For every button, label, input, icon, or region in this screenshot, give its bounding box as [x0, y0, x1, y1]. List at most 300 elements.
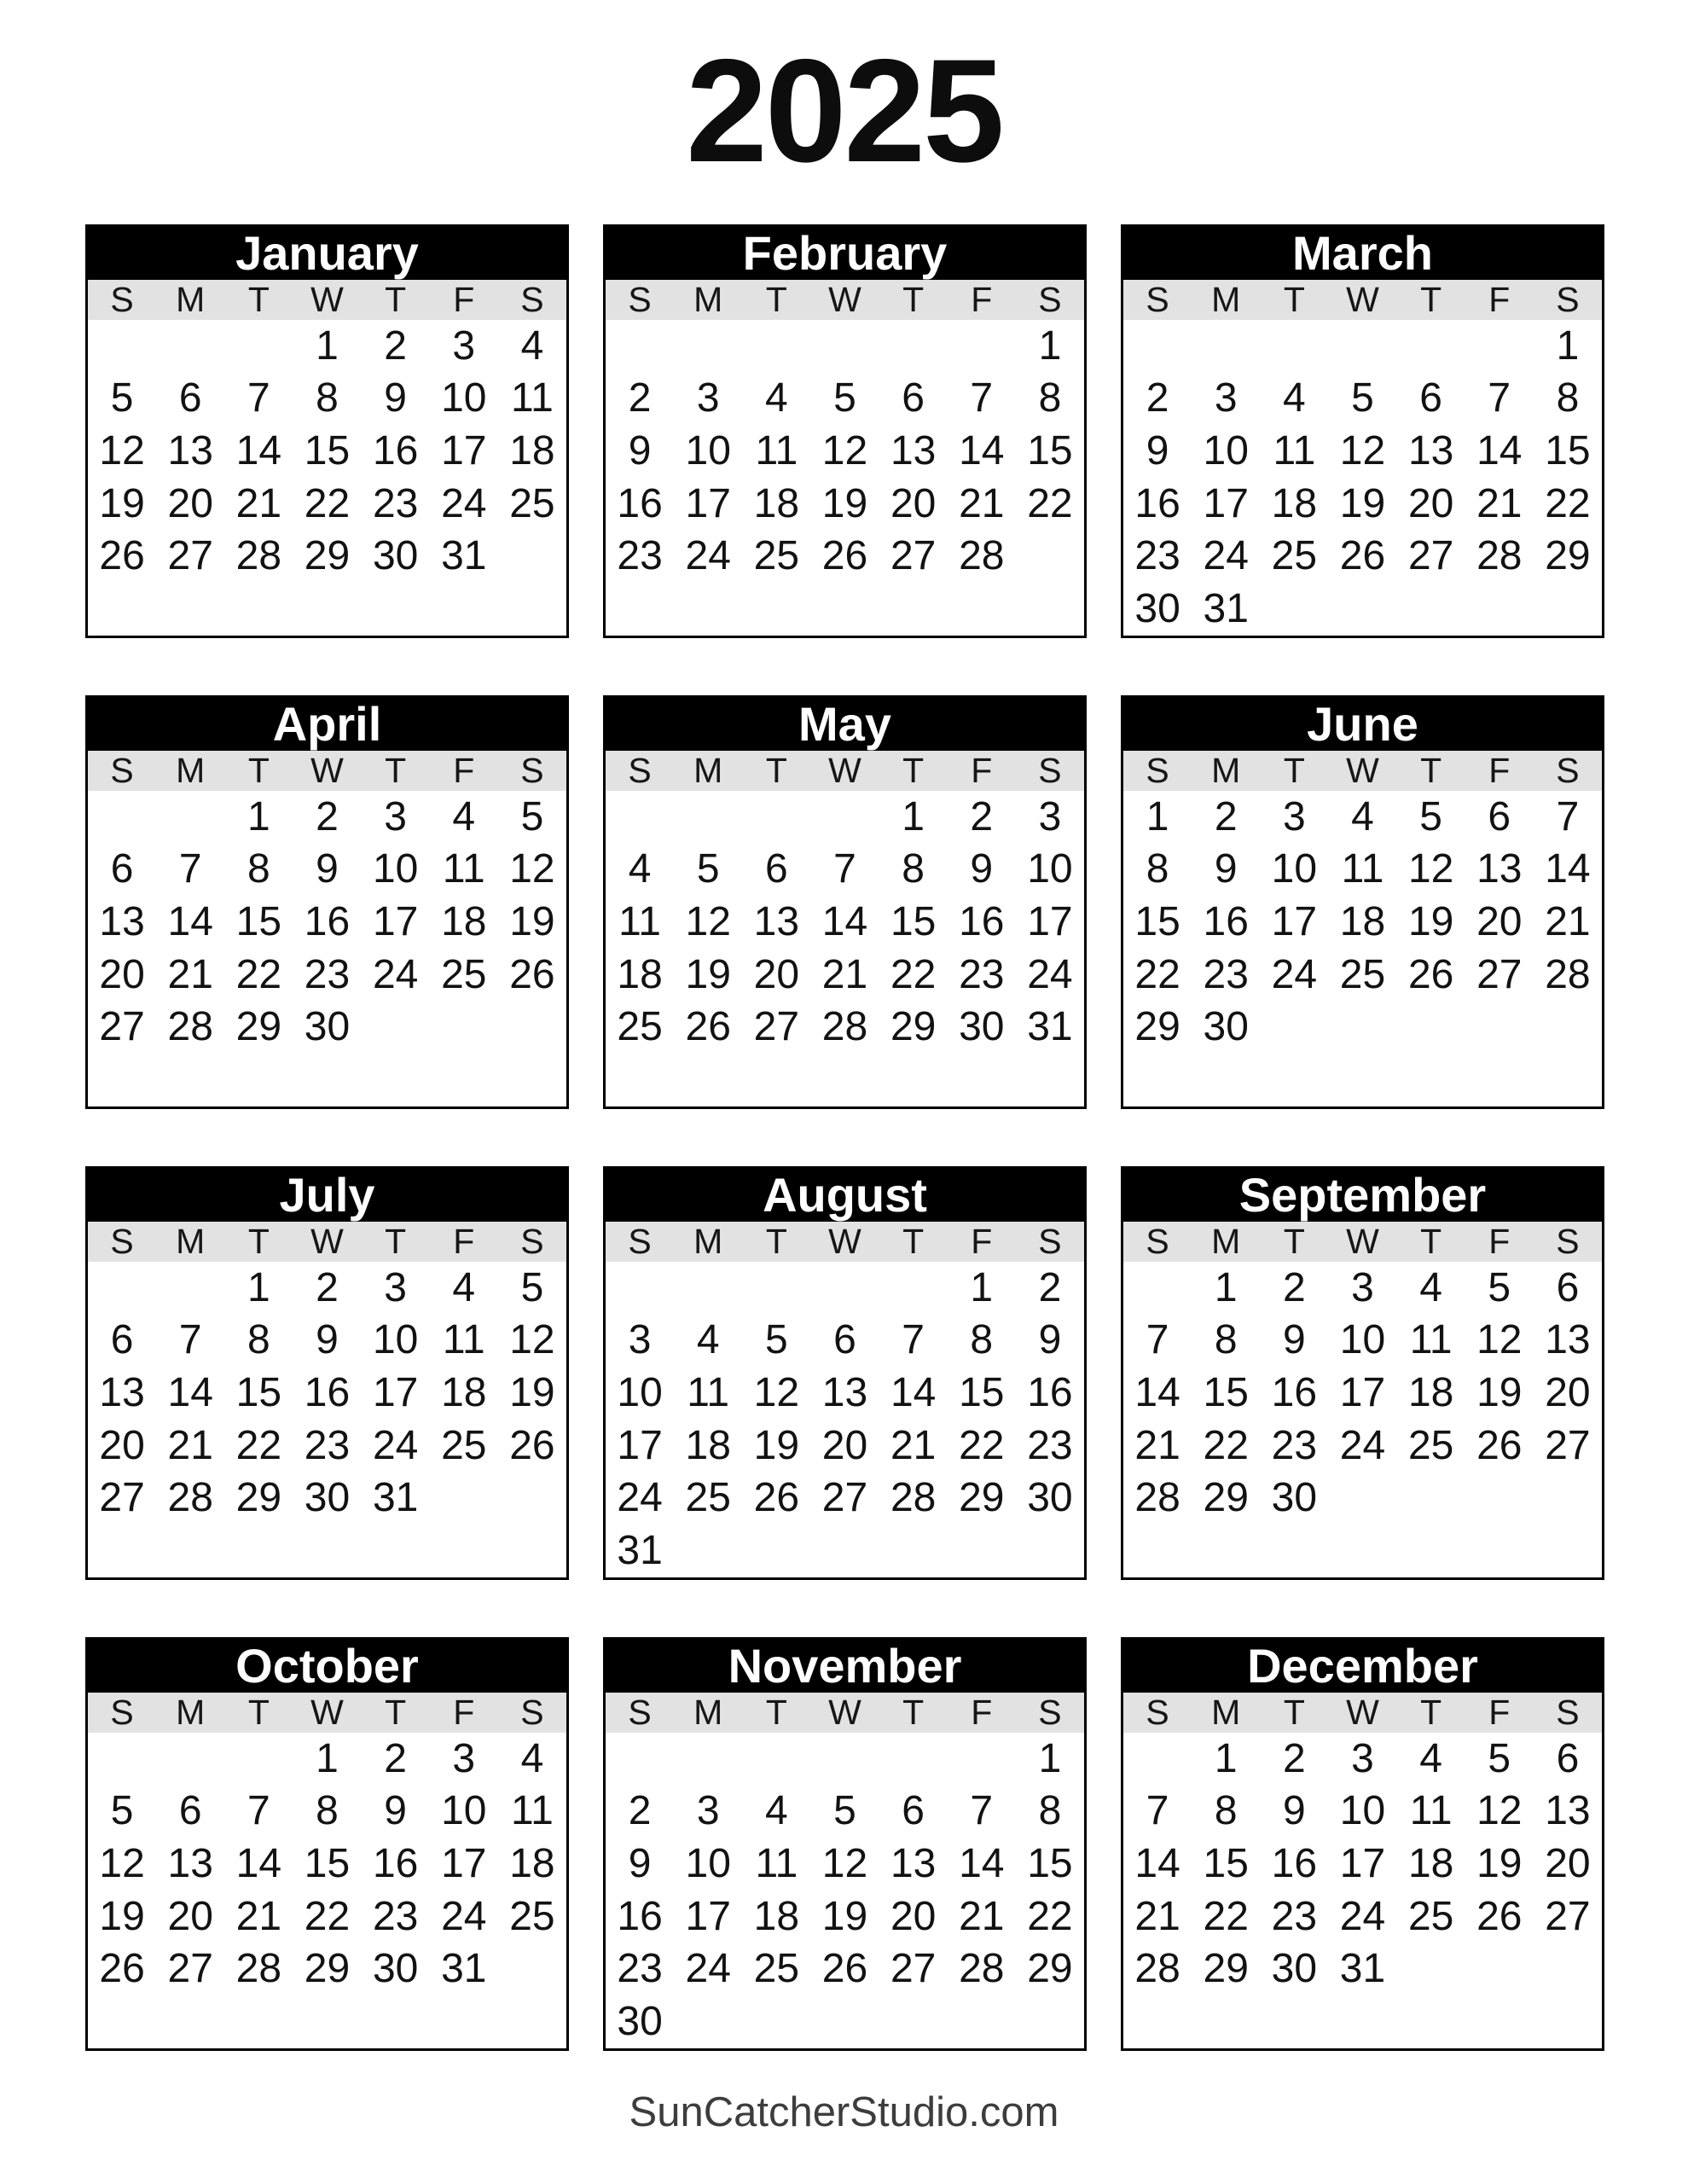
day-of-week-label: F [453, 1222, 475, 1261]
day-cell: 12 [509, 1317, 555, 1363]
day-cell: 23 [372, 480, 419, 526]
day-of-week-label: F [971, 280, 993, 319]
empty-day-cell [1534, 1943, 1602, 1996]
day-cell: 3 [452, 322, 476, 369]
day-header-row [606, 1693, 1084, 1733]
day-cell: 18 [1407, 1841, 1454, 1887]
day-cell: 12 [99, 1841, 145, 1887]
empty-day-cell [810, 791, 879, 844]
day-cell: 1 [1214, 1264, 1238, 1310]
empty-day-cell [742, 1733, 810, 1786]
day-cell: 27 [890, 533, 937, 579]
day-cell: 21 [167, 951, 213, 997]
day-of-week-label: S [1556, 1693, 1580, 1732]
day-cell: 12 [821, 428, 868, 474]
day-of-week-label: T [385, 280, 407, 319]
day-cell: 22 [1545, 480, 1591, 526]
day-of-week-label: S [520, 1222, 544, 1261]
day-cell: 24 [372, 1422, 419, 1468]
day-cell: 13 [890, 428, 937, 474]
empty-day-cell [810, 1733, 879, 1786]
day-of-week-label: F [971, 1222, 993, 1261]
empty-day-cell [948, 1054, 1016, 1107]
day-cell: 29 [304, 533, 351, 579]
day-cell: 23 [1271, 1893, 1318, 1939]
empty-day-cell [362, 1054, 430, 1107]
day-cell: 14 [821, 899, 868, 945]
day-cell: 13 [99, 1370, 145, 1416]
day-cell: 31 [617, 1528, 663, 1574]
day-cell: 22 [959, 1422, 1005, 1468]
day-cell: 30 [1134, 586, 1180, 632]
empty-day-cell [1260, 1525, 1328, 1577]
month-block [603, 1166, 1087, 1580]
day-cell: 15 [1134, 899, 1180, 945]
day-cell: 13 [1407, 428, 1454, 474]
day-cell: 14 [1476, 428, 1523, 474]
day-cell: 8 [970, 1317, 994, 1363]
empty-day-cell [606, 1262, 674, 1315]
day-of-week-label: M [176, 751, 206, 790]
day-cell: 5 [110, 1788, 134, 1834]
day-cell: 17 [441, 1841, 487, 1887]
day-cell: 30 [617, 1999, 663, 2045]
month-header [1123, 227, 1602, 280]
day-cell: 16 [304, 899, 351, 945]
day-cell: 26 [1339, 533, 1386, 579]
day-cell: 13 [99, 899, 145, 945]
month-days [606, 791, 1084, 1107]
day-cell: 7 [1146, 1317, 1169, 1363]
month-header [606, 227, 1084, 280]
day-of-week-label: S [1556, 1222, 1580, 1261]
day-cell: 27 [821, 1475, 868, 1521]
day-cell: 7 [970, 375, 994, 421]
empty-day-cell [88, 1995, 156, 2048]
day-cell: 7 [1556, 793, 1580, 839]
month-days [88, 320, 566, 636]
empty-day-cell [742, 791, 810, 844]
day-cell: 28 [167, 1475, 213, 1521]
day-header-row [88, 751, 566, 791]
day-cell: 13 [1476, 846, 1523, 892]
day-cell: 24 [1339, 1422, 1386, 1468]
day-of-week-label: W [310, 1222, 344, 1261]
day-of-week-label: T [1283, 1222, 1305, 1261]
day-of-week-label: S [110, 751, 134, 790]
day-cell: 4 [452, 1264, 476, 1310]
empty-day-cell [674, 1262, 742, 1315]
day-of-week-label: T [765, 751, 787, 790]
day-cell: 4 [628, 846, 652, 892]
day-cell: 12 [685, 899, 731, 945]
month-header [606, 1640, 1084, 1693]
month-name: February [742, 226, 948, 280]
empty-day-cell [948, 320, 1016, 373]
day-cell: 19 [1476, 1841, 1523, 1887]
day-cell: 6 [1419, 375, 1442, 421]
day-cell: 2 [1283, 1264, 1306, 1310]
month-days [1123, 1733, 1602, 2048]
day-cell: 30 [304, 1004, 351, 1050]
day-cell: 3 [384, 1264, 407, 1310]
month-days [88, 791, 566, 1107]
day-cell: 4 [696, 1317, 720, 1363]
day-cell: 11 [687, 1370, 730, 1416]
empty-day-cell [224, 583, 293, 636]
day-cell: 28 [1134, 1946, 1180, 1992]
day-of-week-label: M [693, 1222, 723, 1261]
day-cell: 25 [441, 1422, 487, 1468]
day-cell: 26 [99, 1946, 145, 1992]
day-of-week-label: T [1283, 1693, 1305, 1732]
day-of-week-label: T [385, 1693, 407, 1732]
month-header [1123, 1169, 1602, 1222]
day-of-week-label: S [1556, 280, 1580, 319]
empty-day-cell [498, 1472, 566, 1525]
day-cell: 22 [304, 1893, 351, 1939]
day-cell: 17 [372, 899, 419, 945]
day-cell: 17 [617, 1422, 663, 1468]
empty-day-cell [1123, 320, 1192, 373]
day-cell: 7 [902, 1317, 925, 1363]
day-cell: 17 [1203, 480, 1249, 526]
day-cell: 10 [1203, 428, 1249, 474]
day-cell: 26 [821, 1946, 868, 1992]
empty-day-cell [742, 1262, 810, 1315]
day-header-row [88, 280, 566, 320]
empty-day-cell [1465, 1472, 1534, 1525]
day-cell: 13 [821, 1370, 868, 1416]
day-cell: 11 [755, 428, 798, 474]
empty-day-cell [810, 1995, 879, 2048]
day-of-week-label: T [765, 1222, 787, 1261]
day-cell: 24 [685, 1946, 731, 1992]
day-of-week-label: W [1346, 751, 1379, 790]
empty-day-cell [674, 791, 742, 844]
day-cell: 4 [1419, 1264, 1442, 1310]
day-cell: 24 [1203, 533, 1249, 579]
day-cell: 25 [753, 533, 800, 579]
day-cell: 6 [833, 1317, 856, 1363]
day-cell: 22 [1027, 1893, 1073, 1939]
day-of-week-label: F [1488, 1693, 1511, 1732]
day-cell: 16 [617, 1893, 663, 1939]
day-cell: 8 [316, 1788, 339, 1834]
day-cell: 11 [1341, 846, 1384, 892]
day-cell: 19 [685, 951, 731, 997]
day-cell: 29 [1134, 1004, 1180, 1050]
day-cell: 26 [1407, 951, 1454, 997]
day-cell: 21 [890, 1422, 937, 1468]
empty-day-cell [674, 1525, 742, 1577]
empty-day-cell [606, 320, 674, 373]
day-cell: 9 [384, 1788, 407, 1834]
month-header [88, 227, 566, 280]
empty-day-cell [1465, 1054, 1534, 1107]
day-cell: 17 [1339, 1370, 1386, 1416]
day-cell: 1 [970, 1264, 994, 1310]
month-name: January [235, 226, 419, 280]
month-name: September [1238, 1168, 1487, 1222]
empty-day-cell [498, 1002, 566, 1054]
day-of-week-label: M [693, 280, 723, 319]
day-cell: 29 [1545, 533, 1591, 579]
day-cell: 5 [520, 1264, 544, 1310]
empty-day-cell [1192, 320, 1260, 373]
day-cell: 20 [1545, 1841, 1591, 1887]
day-of-week-label: S [110, 1693, 134, 1732]
day-cell: 16 [1203, 899, 1249, 945]
empty-day-cell [1465, 583, 1534, 636]
day-cell: 25 [617, 1004, 663, 1050]
day-cell: 1 [1038, 322, 1062, 369]
month-name: October [235, 1639, 419, 1693]
day-cell: 6 [1556, 1264, 1580, 1310]
day-cell: 20 [1545, 1370, 1591, 1416]
day-header-row [1123, 751, 1602, 791]
day-cell: 30 [372, 533, 419, 579]
day-cell: 15 [1027, 1841, 1073, 1887]
empty-day-cell [1328, 583, 1396, 636]
day-cell: 28 [1476, 533, 1523, 579]
month-days [88, 1262, 566, 1577]
day-cell: 8 [1214, 1788, 1238, 1834]
day-cell: 1 [247, 793, 270, 839]
day-cell: 17 [372, 1370, 419, 1416]
month-block [1121, 695, 1604, 1109]
day-cell: 18 [441, 899, 487, 945]
day-cell: 2 [316, 1264, 339, 1310]
empty-day-cell [156, 791, 224, 844]
day-cell: 20 [753, 951, 800, 997]
day-cell: 29 [235, 1475, 282, 1521]
day-cell: 1 [1556, 322, 1580, 369]
day-cell: 25 [1271, 533, 1318, 579]
day-cell: 29 [1027, 1946, 1073, 1992]
day-cell: 14 [167, 899, 213, 945]
day-cell: 24 [1339, 1893, 1386, 1939]
day-cell: 14 [1134, 1370, 1180, 1416]
day-cell: 7 [1488, 375, 1511, 421]
day-cell: 8 [247, 846, 270, 892]
day-cell: 17 [1271, 899, 1318, 945]
day-cell: 9 [316, 846, 339, 892]
day-cell: 24 [441, 1893, 487, 1939]
day-cell: 26 [99, 533, 145, 579]
months-grid [85, 224, 1604, 2051]
month-block [85, 1637, 569, 2051]
day-cell: 20 [1476, 899, 1523, 945]
day-cell: 15 [304, 428, 351, 474]
month-header [1123, 698, 1602, 751]
empty-day-cell [879, 320, 948, 373]
day-cell: 16 [372, 428, 419, 474]
empty-day-cell [88, 320, 156, 373]
day-cell: 8 [1556, 375, 1580, 421]
day-cell: 8 [316, 375, 339, 421]
empty-day-cell [879, 1054, 948, 1107]
empty-day-cell [1123, 1733, 1192, 1786]
day-cell: 21 [1476, 480, 1523, 526]
empty-day-cell [1534, 1054, 1602, 1107]
empty-day-cell [1397, 1472, 1465, 1525]
day-header-row [88, 1222, 566, 1262]
day-cell: 29 [1203, 1475, 1249, 1521]
day-cell: 28 [959, 1946, 1005, 1992]
day-cell: 18 [1339, 899, 1386, 945]
empty-day-cell [1192, 1995, 1260, 2048]
empty-day-cell [156, 1054, 224, 1107]
day-cell: 22 [890, 951, 937, 997]
day-cell: 16 [1134, 480, 1180, 526]
day-cell: 17 [685, 1893, 731, 1939]
empty-day-cell [498, 1054, 566, 1107]
day-cell: 22 [1027, 480, 1073, 526]
day-of-week-label: W [310, 280, 344, 319]
day-cell: 5 [696, 846, 720, 892]
day-cell: 24 [1027, 951, 1073, 997]
empty-day-cell [1534, 583, 1602, 636]
day-cell: 2 [1038, 1264, 1062, 1310]
empty-day-cell [88, 791, 156, 844]
empty-day-cell [1260, 583, 1328, 636]
empty-day-cell [1328, 1525, 1396, 1577]
day-of-week-label: W [828, 280, 861, 319]
empty-day-cell [1123, 1525, 1192, 1577]
empty-day-cell [362, 583, 430, 636]
day-cell: 27 [99, 1004, 145, 1050]
day-cell: 5 [833, 375, 856, 421]
day-header-row [1123, 1222, 1602, 1262]
day-of-week-label: M [176, 1222, 206, 1261]
day-cell: 21 [1545, 899, 1591, 945]
day-of-week-label: T [385, 751, 407, 790]
empty-day-cell [224, 1733, 293, 1786]
day-of-week-label: F [1488, 280, 1511, 319]
day-cell: 6 [110, 846, 134, 892]
day-cell: 23 [1271, 1422, 1318, 1468]
day-cell: 20 [167, 480, 213, 526]
day-cell: 25 [509, 1893, 555, 1939]
day-cell: 29 [235, 1004, 282, 1050]
day-cell: 19 [1407, 899, 1454, 945]
day-cell: 5 [833, 1788, 856, 1834]
day-cell: 4 [520, 1735, 544, 1781]
empty-day-cell [156, 1995, 224, 2048]
empty-day-cell [1328, 1995, 1396, 2048]
day-cell: 14 [890, 1370, 937, 1416]
day-cell: 9 [628, 1841, 652, 1887]
empty-day-cell [674, 1995, 742, 2048]
empty-day-cell [1328, 320, 1396, 373]
empty-day-cell [1465, 1525, 1534, 1577]
day-of-week-label: F [453, 1693, 475, 1732]
day-of-week-label: S [1038, 280, 1062, 319]
day-cell: 14 [235, 428, 282, 474]
empty-day-cell [430, 583, 498, 636]
day-cell: 1 [247, 1264, 270, 1310]
day-cell: 1 [1038, 1735, 1062, 1781]
day-cell: 10 [372, 1317, 419, 1363]
day-cell: 23 [304, 951, 351, 997]
day-cell: 13 [1545, 1317, 1591, 1363]
empty-day-cell [1397, 1002, 1465, 1054]
day-cell: 30 [1271, 1946, 1318, 1992]
day-cell: 15 [959, 1370, 1005, 1416]
day-cell: 2 [970, 793, 994, 839]
day-cell: 7 [1146, 1788, 1169, 1834]
day-cell: 31 [441, 533, 487, 579]
day-cell: 6 [178, 375, 202, 421]
day-cell: 10 [1339, 1788, 1386, 1834]
day-cell: 29 [1203, 1946, 1249, 1992]
day-of-week-label: T [1283, 280, 1305, 319]
day-cell: 24 [372, 951, 419, 997]
empty-day-cell [156, 1262, 224, 1315]
empty-day-cell [498, 531, 566, 584]
empty-day-cell [674, 583, 742, 636]
day-cell: 19 [753, 1422, 800, 1468]
day-cell: 23 [1027, 1422, 1073, 1468]
day-cell: 21 [235, 1893, 282, 1939]
month-name: May [798, 697, 891, 751]
day-cell: 16 [1027, 1370, 1073, 1416]
empty-day-cell [742, 1995, 810, 2048]
day-cell: 6 [110, 1317, 134, 1363]
month-block [85, 224, 569, 638]
empty-day-cell [1397, 320, 1465, 373]
empty-day-cell [742, 1054, 810, 1107]
day-of-week-label: T [1420, 1693, 1442, 1732]
day-cell: 8 [1214, 1317, 1238, 1363]
day-of-week-label: T [247, 1693, 270, 1732]
day-cell: 4 [1283, 375, 1306, 421]
day-cell: 9 [1214, 846, 1238, 892]
day-cell: 14 [235, 1841, 282, 1887]
day-cell: 25 [509, 480, 555, 526]
empty-day-cell [1534, 1472, 1602, 1525]
day-cell: 25 [753, 1946, 800, 1992]
day-cell: 27 [1476, 951, 1523, 997]
day-of-week-label: W [1346, 1693, 1379, 1732]
day-cell: 15 [890, 899, 937, 945]
day-header-row [606, 280, 1084, 320]
day-cell: 22 [1203, 1422, 1249, 1468]
month-header [88, 698, 566, 751]
day-cell: 24 [617, 1475, 663, 1521]
day-cell: 15 [1027, 428, 1073, 474]
empty-day-cell [810, 1054, 879, 1107]
month-block [603, 695, 1087, 1109]
day-cell: 5 [1419, 793, 1442, 839]
day-of-week-label: W [828, 1693, 861, 1732]
day-cell: 11 [442, 1317, 485, 1363]
day-of-week-label: T [902, 1222, 925, 1261]
day-cell: 16 [372, 1841, 419, 1887]
empty-day-cell [293, 583, 361, 636]
month-block [1121, 1166, 1604, 1580]
day-cell: 3 [452, 1735, 476, 1781]
day-cell: 19 [821, 480, 868, 526]
empty-day-cell [1328, 1472, 1396, 1525]
empty-day-cell [224, 1525, 293, 1577]
day-cell: 31 [1339, 1946, 1386, 1992]
day-cell: 22 [235, 951, 282, 997]
day-cell: 29 [890, 1004, 937, 1050]
day-cell: 13 [167, 428, 213, 474]
day-cell: 16 [617, 480, 663, 526]
